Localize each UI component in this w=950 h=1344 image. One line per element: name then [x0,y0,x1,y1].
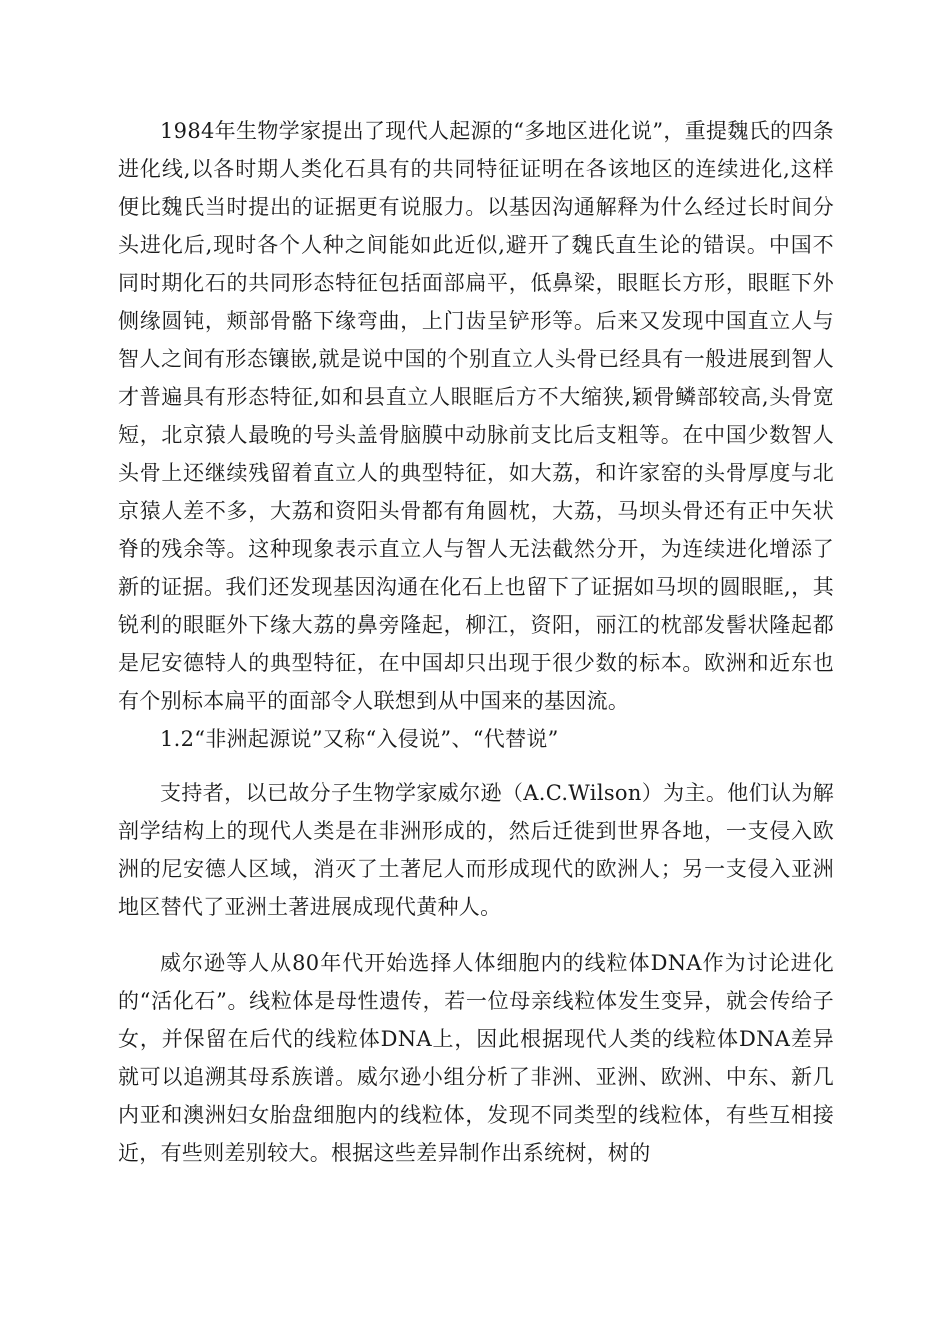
paragraph-mitochondrial-dna: 威尔逊等人从80年代开始选择人体细胞内的线粒体DNA作为讨论进化的“活化石”。线粒体是母性遗传，若一位母亲线粒体发生变异，就会传给子女，并保留在后代的线粒体DNA上，因此根据现代人类的线粒体DNA差异就可以追溯其母系族谱。威尔逊小组分析了非洲、亚洲、欧洲、中东、新几内亚和澳洲妇女胎盘细胞内的线粒体，发现不同类型的线粒体，有些互相接近，有些则差别较大。根据这些差异制作出系统树，树的 [118,951,834,1165]
section-heading-out-of-africa: 1.2“非洲起源说”又称“入侵说”、“代替说” [160,727,559,751]
paragraph-multiregional-evolution: 1984年生物学家提出了现代人起源的“多地区进化说”，重提魏氏的四条进化线,以各时期人类化石具有的共同特征证明在各该地区的连续进化,这样便比魏氏当时提出的证据更有说服力。以基因沟通解释为什么经过长时间分头进化后,现时各个人种之间能如此近似,避开了魏氏直生论的错误。中国不同时期化石的共同形态特征包括面部扁平，低鼻梁，眼眶长方形，眼眶下外侧缘圆钝，颊部骨骼下缘弯曲，上门齿呈铲形等。后来又发现中国直立人与智人之间有形态镶嵌,就是说中国的个别直立人头骨已经具有一般进展到智人才普遍具有形态特征,如和县直立人眼眶后方不大缩狭,颖骨鳞部较高,头骨宽短，北京猿人最晚的号头盖骨脑膜中动脉前支比后支粗等。在中国少数智人头骨上还继续残留着直立人的典型特征，如大荔，和许家窑的头骨厚度与北京猿人差不多，大荔和资阳头骨都有角圆枕，大荔，马坝头骨还有正中矢状脊的残余等。这种现象表示直立人与智人无法截然分开，为连续进化增添了新的证据。我们还发现基因沟通在化石上也留下了证据如马坝的圆眼眶,，其锐利的眼眶外下缘大荔的鼻旁隆起，柳江，资阳，丽江的枕部发髻状隆起都是尼安德特人的典型特征，在中国却只出现于很少数的标本。欧洲和近东也有个别标本扁平的面部令人联想到从中国来的基因流。 [118,119,834,713]
document-page [118,112,834,1172]
paragraph-wilson-supporters: 支持者，以已故分子生物学家威尔逊（A.C.Wilson）为主。他们认为解剖学结构上的现代人类是在非洲形成的，然后迁徙到世界各地，一支侵入欧洲的尼安德人区域，消灭了土著尼人而形成现代的欧洲人；另一支侵入亚洲地区替代了亚洲土著进展成现代黄种人。 [118,781,834,919]
